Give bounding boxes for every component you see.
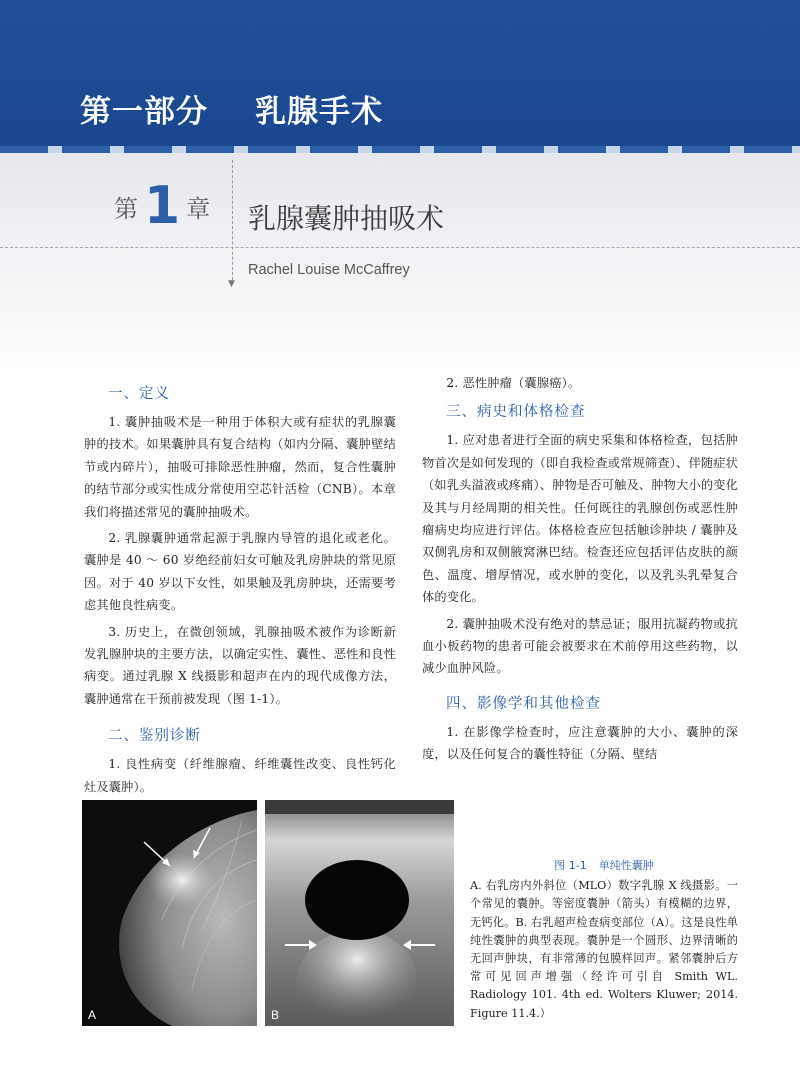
arrow-down-icon: ▼: [228, 279, 235, 289]
paragraph-continued: 2. 恶性肿瘤（囊腺癌）。: [446, 376, 581, 390]
figure-caption: [470, 857, 738, 1023]
figure-title: 单纯性囊肿: [598, 859, 654, 872]
chapter-divider-horizontal: [0, 247, 800, 248]
caption-text: A. 右乳房内外斜位（MLO）数字乳腺 X 线摄影。一个常见的囊肿。等密度囊肿（箭头）有模糊的边界，无钙化。B. 右乳超声检查病变部位（A）。这是良性单纯性囊肿的典型表现。囊肿是一个圆形、边界清晰的无回声肿块，有非常薄的包膜样回声。紧邻囊肿后方常可见回声增强（经许可引自 Smith WL. Radiology 101. 4th ed. Wolters Kluwer; 2014. Figure 11.4.）: [470, 879, 738, 1020]
chapter-author: Rachel Louise McCaffrey: [248, 262, 410, 278]
chapter-label: [114, 176, 211, 236]
section-heading-definition: 一、定义: [108, 386, 170, 402]
chapter-prefix: 第: [114, 195, 138, 223]
paragraph: 1. 良性病变（纤维腺瘤、纤维囊性改变、良性钙化灶及囊肿）。: [84, 757, 396, 794]
paragraph: 1. 囊肿抽吸术是一种用于体积大或有症状的乳腺囊肿的技术。如果囊肿具有复合结构（如内分隔、囊肿壁结节或内碎片），抽吸可排除恶性肿瘤，然而，复合性囊肿的结节部分或实性成分常使用空芯针活检（CNB）。本章我们将描述常见的囊肿抽吸术。: [84, 415, 396, 519]
section-heading-imaging: 四、影像学和其他检查: [446, 695, 601, 712]
part-title: 第一部分 乳腺手术: [80, 94, 384, 130]
panel-label-b: B: [271, 1008, 280, 1022]
paragraph: 3. 历史上，在微创领域，乳腺抽吸术被作为诊断新发乳腺肿块的主要方法，以确定实性、囊性、恶性和良性病变。通过乳腺 X 线摄影和超声在内的现代成像方法，囊肿通常在干预前被发现（图 1-1）。: [84, 624, 396, 706]
chapter-divider-vertical: [232, 160, 233, 280]
figure-label: 图 1-1: [554, 859, 587, 872]
figure-ultrasound: [265, 800, 454, 1026]
right-column: [422, 372, 738, 770]
section-heading-differential: 二、鉴别诊断: [108, 728, 201, 745]
panel-label-a: A: [88, 1008, 97, 1022]
left-column: [84, 382, 396, 802]
caption-heading: [470, 857, 738, 875]
decorative-stripe-bar: [0, 146, 800, 153]
paragraph: 1. 应对患者进行全面的病史采集和体格检查，包括肿物首次是如何发现的（即自我检查或常规筛查）、伴随症状（如乳头溢液或疼痛）、肿物是否可触及、肿物大小的变化及其与月经周期的相关性。任何既往的乳腺创伤或恶性肿瘤病史均应进行评估。体格检查应包括触诊肿块 / 囊肿及双侧乳房和双侧腋窝淋巴结。检查还应包括评估皮肤的颜色、温度、增厚情况，或水肿的变化，以及乳头乳晕复合体的变化。: [422, 433, 738, 605]
part-banner: [0, 0, 800, 146]
chapter-suffix: 章: [186, 195, 211, 223]
section-heading-history: 三、病史和体格检查: [446, 404, 586, 421]
paragraph: 1. 在影像学检查时，应注意囊肿的大小、囊肿的深度，以及任何复合的囊性特征（分隔、壁结: [422, 724, 738, 762]
paragraph: 2. 乳腺囊肿通常起源于乳腺内导管的退化或老化。囊肿是 40 ～ 60 岁绝经前妇女可触及乳房肿块的常见原因。对于 40 岁以下女性，如果触及乳房肿块，还需要考虑其他良性病变。: [84, 531, 396, 613]
chapter-title: 乳腺囊肿抽吸术: [248, 202, 445, 235]
figure-mammogram: [82, 800, 257, 1026]
paragraph: 2. 囊肿抽吸术没有绝对的禁忌证；服用抗凝药物或抗血小板药物的患者可能会被要求在术前停用这些药物，以减少血肿风险。: [422, 616, 738, 676]
mammogram-image: [82, 800, 257, 1026]
ultrasound-image: [265, 800, 454, 1026]
chapter-number: 1: [144, 176, 181, 236]
